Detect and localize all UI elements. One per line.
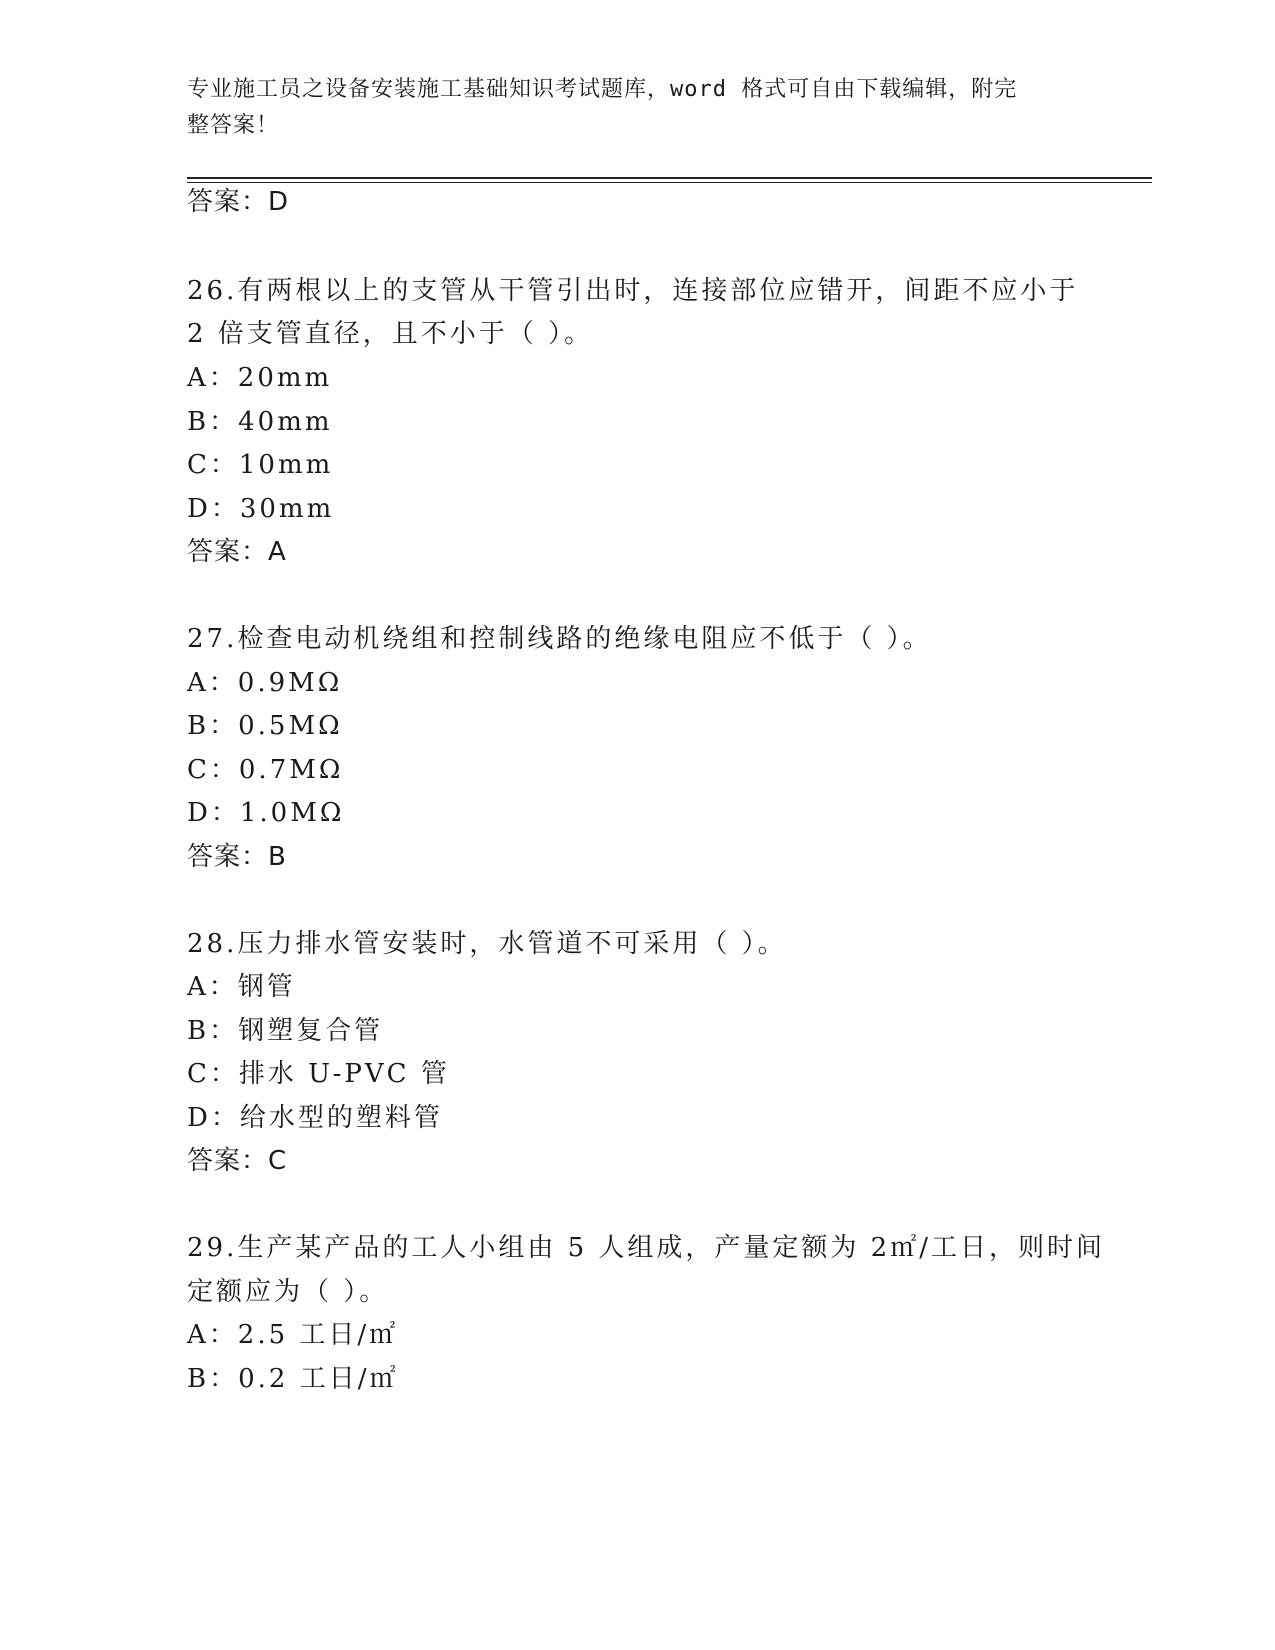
question-29-stem-line-1: 29.生产某产品的工人小组由 5 人组成，产量定额为 2㎡/工日，则时间 — [187, 1233, 1105, 1263]
question-29-option-b: B：0.2 工日/㎡ — [187, 1364, 399, 1394]
question-26-stem-line-1: 26.有两根以上的支管从干管引出时，连接部位应错开，间距不应小于 — [187, 276, 1079, 306]
question-27-stem-line-1: 27.检查电动机绕组和控制线路的绝缘电阻应不低于（ ）。 — [187, 624, 932, 654]
question-29-option-a: A：2.5 工日/㎡ — [187, 1320, 399, 1350]
question-26-option-c: C：10mm — [187, 450, 334, 480]
question-26-option-b: B：40mm — [187, 407, 333, 437]
document-header — [187, 72, 1067, 144]
previous-answer: 答案：D — [187, 187, 290, 217]
question-26-option-d: D：30mm — [187, 494, 335, 524]
question-26-answer: 答案：A — [187, 537, 287, 567]
header-rule-thick — [187, 177, 1152, 179]
question-28-option-c: C：排水 U-PVC 管 — [187, 1059, 450, 1089]
question-26-option-a: A：20mm — [187, 363, 333, 393]
question-28-option-a: A：钢管 — [187, 972, 296, 1002]
header-rule-thin — [187, 182, 1152, 183]
question-29-stem-line-2: 定额应为（ ）。 — [187, 1277, 389, 1307]
question-27-option-d: D：1.0MΩ — [187, 798, 345, 828]
question-27-answer: 答案：B — [187, 842, 287, 872]
question-28-answer: 答案：C — [187, 1146, 288, 1176]
question-28-option-b: B：钢塑复合管 — [187, 1016, 384, 1046]
question-28-stem-line-1: 28.压力排水管安装时，水管道不可采用（ ）。 — [187, 929, 787, 959]
question-27-option-b: B：0.5MΩ — [187, 711, 343, 741]
header-line-1: 专业施工员之设备安装施工基础知识考试题库，word 格式可自由下载编辑，附完 — [187, 77, 1018, 102]
question-27-option-a: A：0.9MΩ — [187, 668, 343, 698]
header-line-2: 整答案！ — [187, 113, 280, 138]
question-26-stem-line-2: 2 倍支管直径，且不小于（ ）。 — [187, 319, 594, 349]
question-27-option-c: C：0.7MΩ — [187, 755, 344, 785]
question-28-option-d: D：给水型的塑料管 — [187, 1103, 443, 1133]
